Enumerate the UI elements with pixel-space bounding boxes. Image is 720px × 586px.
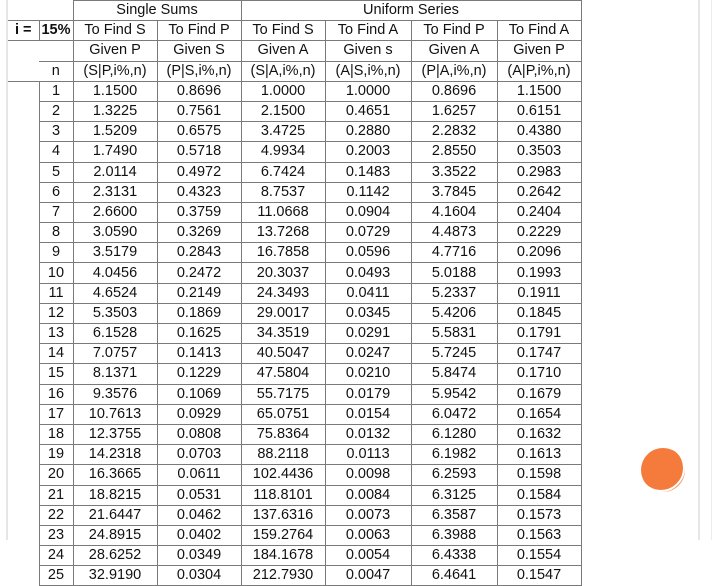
factor-cell: 0.1554	[497, 546, 581, 566]
period-cell: 8	[39, 223, 73, 243]
table-row	[8, 202, 581, 222]
factor-cell: 1.3225	[73, 101, 157, 121]
factor-cell: 1.5209	[73, 122, 157, 142]
table-row	[8, 364, 581, 384]
factor-cell: 0.1547	[497, 566, 581, 586]
period-cell: 22	[39, 505, 73, 525]
factor-cell: 34.3519	[241, 324, 325, 344]
factor-cell: 0.2642	[497, 182, 581, 202]
factor-cell: 0.1613	[497, 445, 581, 465]
factor-cell: 0.0596	[325, 243, 411, 263]
factor-cell: 88.2118	[241, 445, 325, 465]
factor-cell: 0.0411	[325, 283, 411, 303]
period-cell: 10	[39, 263, 73, 283]
factor-cell: 4.1604	[411, 202, 497, 222]
factor-cell: 0.2003	[325, 142, 411, 162]
factor-cell: 2.8550	[411, 142, 497, 162]
factor-cell: 0.7561	[157, 101, 241, 121]
group-header-single-sums: Single Sums	[73, 1, 241, 21]
factor-cell: 1.7490	[73, 142, 157, 162]
factor-cell: 32.9190	[73, 566, 157, 586]
factor-cell: 0.2404	[497, 202, 581, 222]
factor-cell: 4.4873	[411, 223, 497, 243]
period-cell: 25	[39, 566, 73, 586]
interest-rate-label: i =	[8, 21, 39, 41]
factor-cell: 0.0462	[157, 505, 241, 525]
period-cell: 15	[39, 364, 73, 384]
factor-cell: 0.1679	[497, 384, 581, 404]
table-row	[8, 81, 581, 101]
factor-cell: 75.8364	[241, 424, 325, 444]
table-row	[8, 101, 581, 121]
factor-cell: 24.3493	[241, 283, 325, 303]
table-row	[8, 142, 581, 162]
column-header-notation: (A|P,i%,n)	[497, 61, 581, 81]
factor-cell: 0.6151	[497, 101, 581, 121]
table-row	[8, 546, 581, 566]
factor-cell: 0.0402	[157, 525, 241, 545]
factor-cell: 8.7537	[241, 182, 325, 202]
table-row	[8, 243, 581, 263]
table-row	[8, 283, 581, 303]
factor-cell: 0.3269	[157, 223, 241, 243]
factor-cell: 0.0054	[325, 546, 411, 566]
table-row	[8, 445, 581, 465]
factor-cell: 3.5179	[73, 243, 157, 263]
column-header-line2: Given P	[73, 41, 157, 61]
factor-cell: 0.2843	[157, 243, 241, 263]
factor-cell: 0.1413	[157, 344, 241, 364]
factor-cell: 0.0179	[325, 384, 411, 404]
factor-cell: 0.6575	[157, 122, 241, 142]
factor-cell: 0.0345	[325, 303, 411, 323]
column-header-notation: (P|S,i%,n)	[157, 61, 241, 81]
factor-cell: 137.6316	[241, 505, 325, 525]
factor-cell: 0.1747	[497, 344, 581, 364]
column-header-notation: (S|P,i%,n)	[73, 61, 157, 81]
factor-cell: 0.2096	[497, 243, 581, 263]
factor-cell: 0.3503	[497, 142, 581, 162]
factor-cell: 6.1982	[411, 445, 497, 465]
column-header-line2: Given A	[241, 41, 325, 61]
factor-cell: 1.0000	[325, 81, 411, 101]
period-cell: 4	[39, 142, 73, 162]
factor-cell: 18.8215	[73, 485, 157, 505]
factor-cell: 0.0611	[157, 465, 241, 485]
period-cell: 12	[39, 303, 73, 323]
factor-cell: 0.1142	[325, 182, 411, 202]
factor-cell: 9.3576	[73, 384, 157, 404]
column-header-line1: To Find P	[157, 21, 241, 41]
factor-cell: 65.0751	[241, 404, 325, 424]
factor-cell: 0.0154	[325, 404, 411, 424]
factor-cell: 0.0247	[325, 344, 411, 364]
factor-cell: 0.1573	[497, 505, 581, 525]
factor-cell: 6.3587	[411, 505, 497, 525]
period-cell: 17	[39, 404, 73, 424]
factor-cell: 184.1678	[241, 546, 325, 566]
factor-cell: 47.5804	[241, 364, 325, 384]
period-cell: 7	[39, 202, 73, 222]
factor-cell: 2.1500	[241, 101, 325, 121]
column-header-notation: (S|A,i%,n)	[241, 61, 325, 81]
factor-cell: 0.1229	[157, 364, 241, 384]
factor-cell: 159.2764	[241, 525, 325, 545]
column-header-line2: Given s	[325, 41, 411, 61]
factor-cell: 1.0000	[241, 81, 325, 101]
period-cell: 20	[39, 465, 73, 485]
factor-cell: 0.0063	[325, 525, 411, 545]
factor-cell: 1.1500	[73, 81, 157, 101]
period-cell: 24	[39, 546, 73, 566]
factor-cell: 0.1625	[157, 324, 241, 344]
factor-cell: 55.7175	[241, 384, 325, 404]
table-row	[8, 122, 581, 142]
period-cell: 2	[39, 101, 73, 121]
period-cell: 5	[39, 162, 73, 182]
factor-cell: 0.0047	[325, 566, 411, 586]
factor-cell: 0.0073	[325, 505, 411, 525]
factor-cell: 0.0291	[325, 324, 411, 344]
factor-cell: 0.0084	[325, 485, 411, 505]
factor-cell: 0.2880	[325, 122, 411, 142]
factor-cell: 5.5831	[411, 324, 497, 344]
table-row	[8, 162, 581, 182]
factor-cell: 40.5047	[241, 344, 325, 364]
slide-frame-right	[698, 0, 720, 540]
factor-cell: 10.7613	[73, 404, 157, 424]
factor-cell: 118.8101	[241, 485, 325, 505]
factor-cell: 0.1845	[497, 303, 581, 323]
factor-cell: 0.0531	[157, 485, 241, 505]
factor-cell: 6.4338	[411, 546, 497, 566]
factor-cell: 0.1563	[497, 525, 581, 545]
factor-cell: 2.0114	[73, 162, 157, 182]
table-row	[8, 324, 581, 344]
factor-cell: 0.0729	[325, 223, 411, 243]
factor-cell: 0.1584	[497, 485, 581, 505]
interest-rate-value: 15%	[39, 21, 73, 41]
column-header-notation: (A|S,i%,n)	[325, 61, 411, 81]
factor-cell: 12.3755	[73, 424, 157, 444]
period-cell: 11	[39, 283, 73, 303]
table-row	[8, 182, 581, 202]
period-cell: 14	[39, 344, 73, 364]
factor-cell: 0.0349	[157, 546, 241, 566]
factor-cell: 6.0472	[411, 404, 497, 424]
table-row	[8, 525, 581, 545]
factor-cell: 0.1069	[157, 384, 241, 404]
factor-cell: 0.4323	[157, 182, 241, 202]
factor-cell: 0.4972	[157, 162, 241, 182]
factor-cell: 0.4651	[325, 101, 411, 121]
column-header-line1: To Find P	[411, 21, 497, 41]
factor-cell: 5.3503	[73, 303, 157, 323]
factor-cell: 13.7268	[241, 223, 325, 243]
table-row	[8, 424, 581, 444]
column-header-line2: Given A	[411, 41, 497, 61]
factor-cell: 4.0456	[73, 263, 157, 283]
factor-cell: 0.1632	[497, 424, 581, 444]
factor-cell: 0.2229	[497, 223, 581, 243]
factor-cell: 0.0304	[157, 566, 241, 586]
table-row	[8, 566, 581, 586]
factor-cell: 2.3131	[73, 182, 157, 202]
factor-cell: 4.6524	[73, 283, 157, 303]
column-header-line1: To Find S	[241, 21, 325, 41]
factor-cell: 2.2832	[411, 122, 497, 142]
factor-cell: 3.3522	[411, 162, 497, 182]
factor-cell: 0.5718	[157, 142, 241, 162]
table-row	[8, 505, 581, 525]
factor-cell: 4.7716	[411, 243, 497, 263]
factor-cell: 5.7245	[411, 344, 497, 364]
table-row	[8, 223, 581, 243]
factor-cell: 16.7858	[241, 243, 325, 263]
factor-cell: 0.0210	[325, 364, 411, 384]
period-cell: 6	[39, 182, 73, 202]
factor-cell: 3.0590	[73, 223, 157, 243]
factor-cell: 1.6257	[411, 101, 497, 121]
period-cell: 16	[39, 384, 73, 404]
column-header-notation: (P|A,i%,n)	[411, 61, 497, 81]
factor-cell: 0.8696	[411, 81, 497, 101]
factor-cell: 0.8696	[157, 81, 241, 101]
slide-frame-right-line	[711, 0, 712, 540]
period-cell: 19	[39, 445, 73, 465]
factor-cell: 0.2149	[157, 283, 241, 303]
factor-cell: 21.6447	[73, 505, 157, 525]
factor-cell: 0.1869	[157, 303, 241, 323]
group-header-uniform-series: Uniform Series	[241, 1, 581, 21]
factor-cell: 5.9542	[411, 384, 497, 404]
factor-cell: 0.0113	[325, 445, 411, 465]
table-row	[8, 404, 581, 424]
period-cell: 18	[39, 424, 73, 444]
factor-cell: 4.9934	[241, 142, 325, 162]
table-row	[8, 344, 581, 364]
factor-cell: 0.1710	[497, 364, 581, 384]
factor-cell: 16.3665	[73, 465, 157, 485]
factor-cell: 0.1911	[497, 283, 581, 303]
factor-cell: 7.0757	[73, 344, 157, 364]
slide-frame-left	[0, 0, 8, 540]
column-header-line1: To Find S	[73, 21, 157, 41]
factor-cell: 5.0188	[411, 263, 497, 283]
interest-factor-table	[8, 0, 582, 586]
factor-cell: 6.1528	[73, 324, 157, 344]
factor-cell: 0.1483	[325, 162, 411, 182]
period-column-header: n	[39, 61, 73, 81]
table-row	[8, 303, 581, 323]
factor-cell: 28.6252	[73, 546, 157, 566]
factor-cell: 0.0808	[157, 424, 241, 444]
factor-cell: 5.8474	[411, 364, 497, 384]
decorative-circle-ring	[637, 444, 685, 492]
column-header-line1: To Find A	[497, 21, 581, 41]
factor-cell: 2.6600	[73, 202, 157, 222]
factor-cell: 0.1598	[497, 465, 581, 485]
factor-cell: 212.7930	[241, 566, 325, 586]
factor-cell: 1.1500	[497, 81, 581, 101]
factor-cell: 0.3759	[157, 202, 241, 222]
factor-cell: 0.0132	[325, 424, 411, 444]
factor-cell: 6.4641	[411, 566, 497, 586]
table-row	[8, 485, 581, 505]
factor-cell: 0.4380	[497, 122, 581, 142]
factor-cell: 0.0904	[325, 202, 411, 222]
factor-cell: 102.4436	[241, 465, 325, 485]
factor-cell: 6.7424	[241, 162, 325, 182]
column-header-line2: Given S	[157, 41, 241, 61]
period-cell: 21	[39, 485, 73, 505]
factor-cell: 0.1993	[497, 263, 581, 283]
factor-cell: 0.1791	[497, 324, 581, 344]
factor-cell: 8.1371	[73, 364, 157, 384]
factor-cell: 0.0493	[325, 263, 411, 283]
factor-cell: 5.2337	[411, 283, 497, 303]
factor-cell: 11.0668	[241, 202, 325, 222]
factor-cell: 3.4725	[241, 122, 325, 142]
factor-cell: 0.0703	[157, 445, 241, 465]
period-cell: 23	[39, 525, 73, 545]
factor-cell: 6.3988	[411, 525, 497, 545]
factor-cell: 20.3037	[241, 263, 325, 283]
factor-cell: 3.7845	[411, 182, 497, 202]
factor-cell: 5.4206	[411, 303, 497, 323]
period-cell: 1	[39, 81, 73, 101]
factor-cell: 24.8915	[73, 525, 157, 545]
table-row	[8, 465, 581, 485]
factor-cell: 0.2983	[497, 162, 581, 182]
factor-cell: 0.0098	[325, 465, 411, 485]
factor-cell: 0.0929	[157, 404, 241, 424]
factor-cell: 0.2472	[157, 263, 241, 283]
factor-cell: 6.1280	[411, 424, 497, 444]
column-header-line1: To Find A	[325, 21, 411, 41]
factor-cell: 14.2318	[73, 445, 157, 465]
factor-cell: 6.3125	[411, 485, 497, 505]
factor-cell: 0.1654	[497, 404, 581, 424]
period-cell: 3	[39, 122, 73, 142]
table-row	[8, 263, 581, 283]
period-cell: 9	[39, 243, 73, 263]
table-row	[8, 384, 581, 404]
factor-cell: 29.0017	[241, 303, 325, 323]
factor-cell: 6.2593	[411, 465, 497, 485]
period-cell: 13	[39, 324, 73, 344]
column-header-line2: Given P	[497, 41, 581, 61]
